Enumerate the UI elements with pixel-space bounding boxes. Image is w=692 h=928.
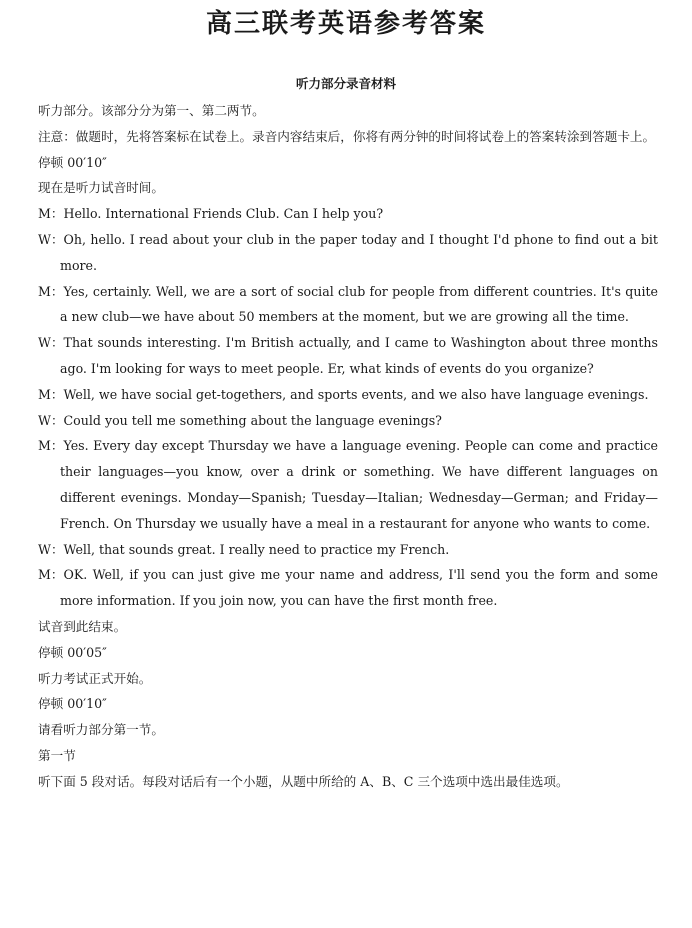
speaker-label: M： <box>38 283 64 299</box>
instruction-line: 听力考试正式开始。 <box>38 670 152 686</box>
pause-marker: 停顿 00′10″ <box>38 696 107 712</box>
pause-marker: 停顿 00′05″ <box>38 644 107 660</box>
speaker-label: M： <box>38 206 64 222</box>
dialogue-turn <box>38 330 658 382</box>
speaker-label: W： <box>38 412 64 428</box>
dialogue-text: Could you tell me something about the language evenings? <box>63 412 442 428</box>
dialogue-text: Yes. Every day except Thursday we have a language evening. People can come and practice their languages—you know, over a drink or something. We have different languages on different evenings. Monday—Spanish; Tuesday—Italian; Wednesday—German; and Friday—French. On Thursday we usually have a meal in a restaurant for anyone who wants to come. <box>60 438 658 531</box>
dialogue-turn <box>38 227 658 279</box>
dialogue-text: Hello. International Friends Club. Can I help you? <box>63 206 384 222</box>
dialogue-text: Well, we have social get-togethers, and sports events, and we also have language evenings. <box>63 386 649 402</box>
section-heading: 第一节 <box>38 747 76 763</box>
instruction-line: 试音到此结束。 <box>38 618 127 634</box>
dialogue-text: Oh, hello. I read about your club in the paper today and I thought I'd phone to find out a bit more. <box>60 231 658 273</box>
speaker-label: M： <box>38 386 64 402</box>
dialogue-text: Yes, certainly. Well, we are a sort of social club for people from different countries. It's quite a new club—we have about 50 members at the moment, but we are growing all the time. <box>60 283 658 325</box>
dialogue-text: OK. Well, if you can just give me your name and address, I'll send you the form and some more information. If you join now, you can have the first month free. <box>60 567 658 609</box>
pause-marker: 停顿 00′10″ <box>38 154 107 170</box>
dialogue-turn <box>38 433 658 536</box>
speaker-label: W： <box>38 231 64 247</box>
dialogue-turn <box>38 279 658 331</box>
speaker-label: W： <box>38 541 64 557</box>
dialogue-text: Well, that sounds great. I really need to practice my French. <box>63 541 450 557</box>
instruction-line: 请看听力部分第一节。 <box>38 722 164 738</box>
instruction-line: 听下面 5 段对话。每段对话后有一个小题，从题中所给的 A、B、C 三个选项中选出最佳选项。 <box>38 773 569 789</box>
transcript-body <box>38 98 658 795</box>
speaker-label: M： <box>38 438 64 454</box>
notice-paragraph: 注意：做题时，先将答案标在试卷上。录音内容结束后，你将有两分钟的时间将试卷上的答案转涂到答题卡上。 <box>38 128 656 144</box>
dialogue-turn <box>38 201 658 227</box>
dialogue-turn <box>38 382 658 408</box>
dialogue-turn <box>38 408 658 434</box>
dialogue-text: That sounds interesting. I'm British actually, and I came to Washington about three months ago. I'm looking for ways to meet people. Er, what kinds of events do you organize? <box>60 335 658 376</box>
speaker-label: W： <box>38 335 64 351</box>
instruction-line: 现在是听力试音时间。 <box>38 180 164 196</box>
section-subtitle: 听力部分录音材料 <box>295 76 396 91</box>
speaker-label: M： <box>38 567 64 583</box>
dialogue-turn <box>38 537 658 563</box>
dialogue-turn <box>38 562 658 614</box>
page-title: 高三联考英语参考答案 <box>205 9 486 39</box>
instruction-line: 听力部分。该部分分为第一、第二两节。 <box>38 103 265 118</box>
